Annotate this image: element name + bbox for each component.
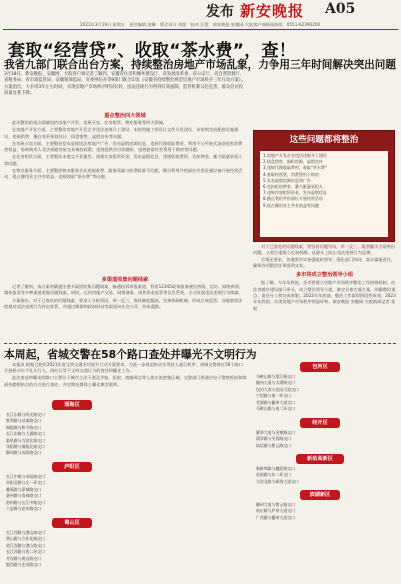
district-tag-luyang: 庐阳区 [52, 462, 92, 472]
list-item: 当涂北路与新海大道交口 [256, 478, 299, 484]
right-section-title: 多市将成立整治领导小组 [295, 272, 354, 279]
place-list-shushan [6, 530, 45, 568]
list-item: 徽州大道与紫云路交口 [256, 502, 295, 507]
list-item: 站前路与东二环交口 [256, 472, 292, 478]
section-name: 发布 [206, 4, 234, 20]
list-item: 黄山路与合作化路交口 [6, 536, 45, 542]
list-item: 繁华大道与金寨路交口 [256, 430, 295, 435]
paragraph: 据了解，今年年底前，各市要建立房地产市场秩序整治工作协调机制，由住房城乡建设部门牵头，成立整治领导小组，制定具体实施方案，明确整治重点、责任分工和完成时限。2022年年底前，整治工作取得阶段性成效；2023年年底前，实现房地产市场秩序明显好转。新安晚报 安徽网 大皖新闻记者 张毅 [253, 280, 396, 311]
section-title-1: 重点整治四大领域 [104, 113, 146, 119]
list-item: 肥西路与史河路交口 [6, 562, 42, 568]
list-item: 井岗路与黄山路交口 [6, 555, 42, 561]
paragraph: 本报讯 根据合肥市2021年度文明交通专项提升行动方案要求，为进一步规范机动车驾驶人通行秩序，省城交警将在58个路口开展机动车不礼让行人、闯红灯等不文明交通行为的查处和曝光工作。 [4, 362, 243, 374]
list-item: 濉溪路与蒙城路交口 [6, 486, 42, 492]
place-list-binhu [256, 502, 295, 521]
paragraph: 在房屋买卖方面，主要整治发布虚假违法房地产广告、发布虚假房源信息、违规代理收取费用、利用不公平格式条款侵害消费者权益、协助购房人非法规避房屋交易调控政策、违规提供首付款融资、违规套取经营贷用于购房等问题。 [4, 140, 243, 153]
section-body-2 [4, 284, 246, 340]
list-item: 马鞍山路与南二环交口 [256, 406, 295, 412]
section-body-1 [4, 120, 246, 272]
info-item: 3.违规代理收取费用，收取“茶水费” [263, 165, 327, 171]
article-intro: 3月18日，新安晚报、安徽网、大皖客户端记者了解到，安徽省住房和城乡建设厅、省发展改革委、省公安厅、省自然资源厅、省税务局、省市场监管局、安徽银保监局、省委网信办等9部门联合印发《安徽省持续整治规范房地产市场秩序三年行动方案》。方案指出，力争用3年左右时间，实现房地产市场秩序明显好转，违法违规行为得到有效遏制，监管机制日趋完善，群众信访投诉量显著下降。 [4, 72, 246, 97]
list-item: 芜湖路与徽州大道交口 [256, 399, 295, 405]
info-item: 8.擅自利用共用部位开展经营活动 [263, 196, 323, 202]
list-item: 徽州大道与太湖路交口 [256, 380, 295, 386]
district-tag-baohe: 包河区 [300, 362, 340, 372]
place-list-xinzhan [256, 466, 299, 485]
district-tag-binhu: 滨湖新区 [300, 490, 340, 500]
article2-intro [4, 362, 247, 389]
place-list-baohe [256, 374, 299, 412]
list-item: 翡翠路与芙蓉路交口 [256, 436, 292, 442]
place-list-luyang [6, 474, 45, 512]
list-item: 望江西路与潜山路交口 [6, 542, 45, 548]
article-subhead: 我省九部门联合出台方案，持续整治房地产市场乱象，力争用三年时间解决突出问题 [4, 59, 396, 71]
district-tag-yaohai: 瑶海区 [52, 400, 92, 410]
masthead-rule [3, 29, 398, 30]
info-box [253, 130, 395, 242]
list-item: 马鞍山路与望江路交口 [256, 374, 295, 379]
list-item: 宁国路与南一环交口 [256, 393, 292, 399]
list-item: 长江西路与西二环交口 [6, 549, 45, 555]
list-item: 铜陵路与和平路交口 [6, 424, 42, 430]
article-headline: 套取“经营贷”、收取“茶水费”，查！ [8, 41, 297, 61]
info-box-title: 这些问题都将整治 [289, 135, 359, 145]
section-title-2: 多渠道收集问题线索 [101, 277, 149, 283]
paragraph: 记者了解到，该方案明确提出要多渠道收集问题线索，畅通投诉举报渠道，利用12345政务服务便民热线、信访、网络舆情、媒体报道等多种渠道收集问题线索。同时，运用房地产交易、网签备案、预售资金监管等信息系统，主动发现违法违规行为线索。 [4, 284, 244, 296]
place-list-jingkai [256, 430, 295, 449]
paragraph: 方案指出，对于已查处的问题线索，要深入分析原因，举一反三，查找制度漏洞，完善体制机制，形成长效监管。各地要依法依规对违法违规行为作出处罚，并通过媒体和政府网站等渠道向社会公开，形成震慑。 [4, 297, 243, 309]
list-item: 阜阳北路与北一环交口 [6, 480, 45, 486]
masthead [0, 0, 401, 22]
paragraph: 此次查处和曝光的路口主要位于城市主次干道及学校、医院、商圈周边等人流车流密集区域，交警部门将通过电子警察抓拍和路面执勤相结合的方式进行查处，并定期在媒体上曝光典型案例。 [4, 375, 247, 387]
right-column-text [253, 244, 396, 312]
district-tag-xinzhan: 新站高新区 [296, 454, 344, 464]
list-item: 长江东路与明光路交口 [6, 412, 45, 417]
list-item: 六安路与安庆路交口 [6, 506, 42, 512]
info-item: 4.套取经营贷、消费贷用于购房 [263, 171, 319, 177]
list-item: 亳州路与寿春路交口 [6, 493, 42, 499]
page-number: A05 [325, 1, 356, 17]
list-item: 滁州路与凤阳路交口 [6, 450, 42, 456]
list-item: 南京路与庐州大道交口 [256, 508, 295, 514]
newspaper-logo: 新安晚报 [240, 2, 305, 20]
paragraph: 此次整治的重点领域包括房地产开发、房屋买卖、住房租赁、物业服务等四大领域。 [12, 120, 167, 125]
paragraph: 对于已查处的问题线索，要坚持问题导向，举一反三，既要解决当前突出问题，又要注重建立长效机制，从源头上防止违法违规行为反弹。 [253, 244, 396, 256]
info-item: 9.侵占挪用业主共有收益等问题 [263, 202, 319, 208]
district-tag-shushan: 蜀山区 [52, 518, 92, 528]
list-item: 长江西路与潜山路交口 [6, 530, 45, 535]
paragraph: 在房地产开发方面，主要整治房地产开发企业违法违规开工建设、未按照施工图设计文件开发建设、未按期完成配套设施建设、违规销售、擅自变更规划设计、捂盘惜售、虚假宣传等问题。 [4, 127, 239, 139]
list-item: 广西路与徽州大道交口 [256, 514, 295, 520]
list-item: 宿州路与长江中路交口 [6, 499, 45, 505]
list-item: 临泉路与当涂北路交口 [6, 437, 45, 443]
district-tag-jingkai: 经开区 [300, 418, 340, 428]
place-list-yaohai [6, 412, 45, 457]
list-item: 新蚌埠路与魏武路交口 [256, 466, 295, 471]
list-item: 长江中路与阜阳路交口 [6, 474, 45, 479]
info-box-list [260, 151, 388, 237]
list-item: 始信路与紫云路交口 [256, 442, 292, 448]
list-item: 包河大道与花园大道交口 [256, 386, 299, 392]
paragraph: 在住房租赁方面，主要整治未提交开业报告、违规存放租赁资金、发布虚假信息、违规收取费用、克扣押金、暴力驱逐承租人等问题。 [4, 154, 243, 166]
section-divider [4, 343, 396, 344]
article2-headline: 本周起，省城交警在58个路口查处并曝光不文明行为 [4, 348, 257, 361]
info-item: 2.捂盘惜售、囤积房源，虚假宣传 [263, 159, 323, 165]
info-item: 5.发布虚假房源信息和广告 [263, 177, 311, 183]
list-item: 胜利路与站前路交口 [6, 418, 42, 424]
paragraph: 方案还要求，各地要切实加强组织领导，强化部门协同，落实属地责任，确保各项整治任务落到实处。 [253, 256, 396, 268]
list-item: 凤阳路与铜陵北路交口 [6, 444, 45, 450]
info-item: 1.房地产开发企业违法违规开工建设 [263, 153, 327, 158]
info-item: 6.克扣租房押金、暴力驱逐承租人 [263, 184, 323, 190]
list-item: 长江东路与大通路交口 [6, 431, 45, 437]
paragraph: 在物业服务方面，主要整治物业服务企业违规收费、服务质量与收费标准不匹配、擅自利用共用部位共用设施设备开展经营活动、侵占挪用业主共有收益、违规收取“茶水费”等问题。 [4, 168, 243, 180]
info-item: 7.违规存放租赁资金，发布虚假信息 [263, 190, 327, 196]
masthead-meta: 2021年3月19日 星期五 责任编辑 凌琳 版式设计 刘阳 校对 汪霞 新安晚报·安徽网·大皖客户端新闻热线：0551-62396200 [80, 22, 321, 27]
